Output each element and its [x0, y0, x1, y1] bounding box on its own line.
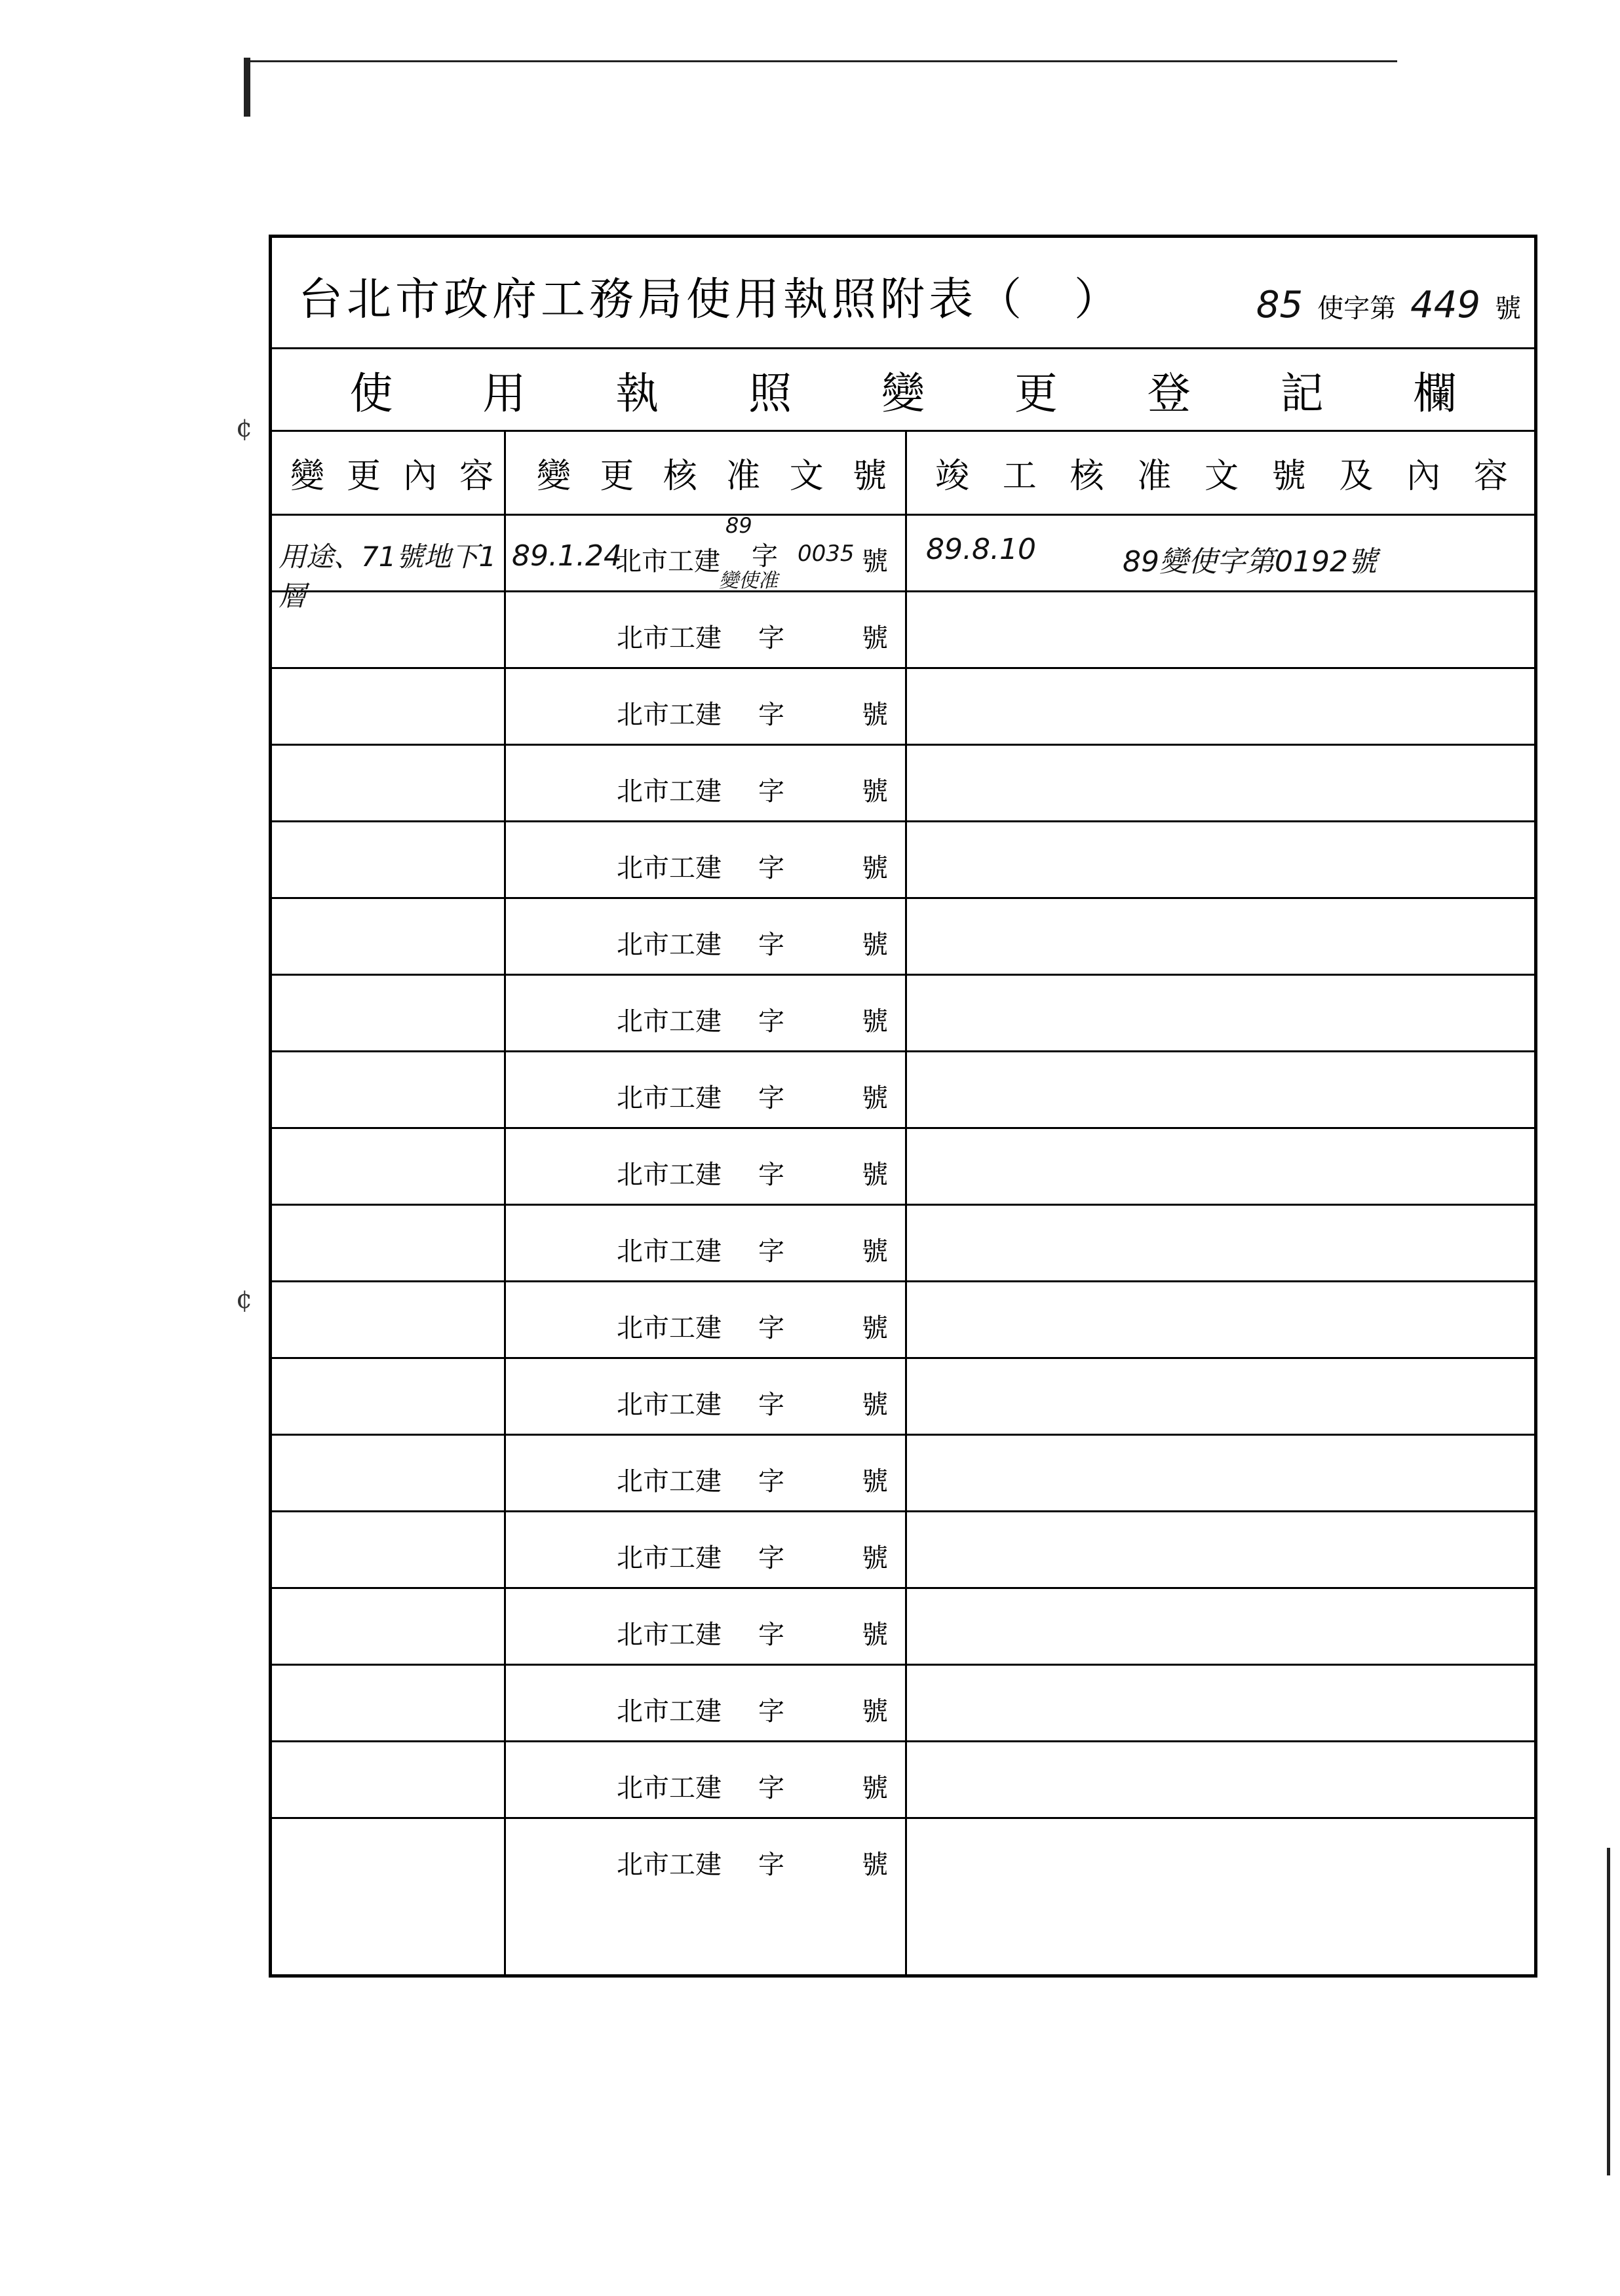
- printed-hao: 號: [862, 776, 888, 807]
- printed-zi: 字: [758, 1773, 784, 1803]
- header-char: 准: [1137, 457, 1172, 496]
- completion-doc-cell: [906, 1359, 1534, 1434]
- change-content-cell: [272, 822, 505, 897]
- usage-permit-appendix-form: [269, 235, 1537, 1978]
- permit-year: 85: [1256, 284, 1303, 326]
- approval-doc-cell: [505, 1282, 906, 1357]
- printed-hao: 號: [862, 1160, 888, 1190]
- printed-zi: 字: [758, 930, 784, 960]
- completion-doc-cell: [906, 1512, 1534, 1587]
- printed-office: 北市工建: [617, 1160, 722, 1190]
- change-content-cell: [272, 1206, 505, 1280]
- approval-doc-cell: [505, 513, 906, 592]
- change-content-cell: [272, 1512, 505, 1587]
- hw-approval-number: 0035: [798, 541, 855, 567]
- approval-doc-cell: [505, 1359, 906, 1434]
- header-char: 更: [600, 457, 634, 496]
- change-content-cell: [272, 592, 505, 667]
- hw-approval-year: 89: [725, 513, 752, 538]
- margin-mark-2: ¢: [236, 1284, 253, 1314]
- section-title-char: 欄: [1413, 368, 1457, 419]
- table-row: [272, 976, 1534, 1052]
- approval-doc-cell: [505, 1052, 906, 1127]
- header-char: 准: [726, 457, 761, 496]
- table-row: [272, 1666, 1534, 1742]
- printed-hao: 號: [862, 1543, 888, 1573]
- approval-doc-cell: [505, 746, 906, 820]
- printed-office: 北市工建: [617, 1850, 722, 1880]
- approval-doc-cell: [505, 1512, 906, 1587]
- printed-hao: 號: [862, 853, 888, 883]
- approval-doc-cell: [505, 976, 906, 1050]
- completion-doc-cell: [906, 1589, 1534, 1664]
- header-char: 容: [1473, 457, 1508, 496]
- printed-office: 北市工建: [617, 1313, 722, 1343]
- table-row: [272, 1589, 1534, 1666]
- approval-doc-cell: [505, 822, 906, 897]
- table-row: [272, 899, 1534, 976]
- change-content-cell: [272, 1052, 505, 1127]
- header-approval-doc-no: [505, 432, 906, 514]
- hw-approval-sub: 變使准: [719, 569, 778, 592]
- completion-doc-cell: [906, 592, 1534, 667]
- change-content-cell: [272, 669, 505, 744]
- table-row: [272, 1206, 1534, 1282]
- table-row: [272, 1512, 1534, 1589]
- approval-doc-cell: [505, 669, 906, 744]
- completion-doc-cell: [906, 1282, 1534, 1357]
- table-row: [272, 1819, 1534, 1896]
- change-content-cell: [272, 516, 505, 612]
- header-char: 容: [459, 457, 493, 496]
- printed-hao: 號: [862, 1236, 888, 1267]
- hw-approval-date: 89.1.24: [512, 539, 622, 573]
- section-title-char: 照: [748, 368, 792, 419]
- completion-doc-cell: [906, 1666, 1534, 1740]
- section-title-change-register: [272, 349, 1534, 432]
- table-row: [272, 746, 1534, 822]
- printed-office: 北市工建: [617, 776, 722, 807]
- printed-office: 北市工建: [617, 1620, 722, 1650]
- printed-hao: 號: [862, 1696, 888, 1727]
- change-content-cell: [272, 746, 505, 820]
- margin-mark-1: ¢: [236, 413, 253, 443]
- printed-hao: 號: [862, 546, 888, 577]
- scan-left-notch: [244, 58, 250, 117]
- column-header-row: [272, 432, 1534, 516]
- printed-zi: 字: [752, 541, 778, 571]
- printed-zi: 字: [758, 1850, 784, 1880]
- header-char: 及: [1339, 457, 1374, 496]
- printed-office: 北市工建: [617, 1083, 722, 1113]
- approval-doc-cell: [505, 1589, 906, 1664]
- header-char: 文: [789, 457, 824, 496]
- printed-office: 北市工建: [617, 700, 722, 730]
- printed-office: 北市工建: [617, 1390, 722, 1420]
- printed-zi: 字: [758, 1620, 784, 1650]
- form-title-row: [272, 238, 1534, 349]
- printed-office: 北市工建: [615, 546, 720, 577]
- change-content-cell: [272, 899, 505, 974]
- change-content-cell: [272, 1359, 505, 1434]
- approval-doc-cell: [505, 1666, 906, 1740]
- printed-zi: 字: [758, 1466, 784, 1497]
- header-char: 更: [346, 457, 381, 496]
- hw-completion-ref: 89變使字第0192號: [1123, 545, 1377, 579]
- approval-doc-cell: [505, 1819, 906, 1896]
- printed-zi: 字: [758, 1313, 784, 1343]
- section-title-char: 登: [1147, 368, 1191, 419]
- printed-office: 北市工建: [617, 853, 722, 883]
- printed-zi: 字: [758, 1390, 784, 1420]
- approval-doc-cell: [505, 1129, 906, 1204]
- printed-hao: 號: [862, 1850, 888, 1880]
- approval-doc-cell: [505, 1206, 906, 1280]
- change-content-cell: [272, 1129, 505, 1204]
- approval-doc-cell: [505, 899, 906, 974]
- header-completion-doc: [906, 432, 1534, 514]
- header-char: 工: [1002, 457, 1037, 496]
- approval-doc-cell: [505, 1436, 906, 1510]
- printed-zi: 字: [758, 1236, 784, 1267]
- printed-zi: 字: [758, 700, 784, 730]
- change-content-cell: [272, 1742, 505, 1817]
- table-row: [272, 1742, 1534, 1819]
- printed-hao: 號: [862, 1620, 888, 1650]
- printed-hao: 號: [862, 1083, 888, 1113]
- completion-doc-cell: [906, 1052, 1534, 1127]
- hw-completion-date: 89.8.10: [926, 533, 1036, 566]
- printed-office: 北市工建: [617, 1006, 722, 1037]
- approval-doc-cell: [505, 592, 906, 667]
- change-content-cell: [272, 1819, 505, 1896]
- permit-suffix: 號: [1495, 294, 1521, 324]
- printed-hao: 號: [862, 1390, 888, 1420]
- change-content-cell: [272, 1666, 505, 1740]
- permit-reference: [1256, 284, 1521, 326]
- printed-zi: 字: [758, 853, 784, 883]
- printed-zi: 字: [758, 1696, 784, 1727]
- printed-office: 北市工建: [617, 1696, 722, 1727]
- completion-doc-cell: [906, 669, 1534, 744]
- header-change-content: [272, 432, 505, 514]
- permit-prefix: 使字第: [1317, 294, 1397, 324]
- printed-office: 北市工建: [617, 1236, 722, 1267]
- completion-doc-cell: [906, 1742, 1534, 1817]
- printed-hao: 號: [862, 930, 888, 960]
- change-content-cell: [272, 1589, 505, 1664]
- completion-doc-cell: [906, 976, 1534, 1050]
- header-char: 核: [663, 457, 697, 496]
- permit-number: 449: [1410, 284, 1480, 326]
- section-title-char: 執: [615, 368, 659, 419]
- printed-hao: 號: [862, 700, 888, 730]
- form-title: 台北市政府工務局使用執照附表（ ）: [298, 274, 1123, 326]
- table-row: [272, 592, 1534, 669]
- completion-doc-cell: [906, 822, 1534, 897]
- header-char: 內: [1406, 457, 1441, 496]
- change-content-cell: [272, 1282, 505, 1357]
- printed-zi: 字: [758, 1543, 784, 1573]
- table-row: [272, 513, 1534, 612]
- header-char: 變: [290, 457, 325, 496]
- printed-office: 北市工建: [617, 1773, 722, 1803]
- printed-hao: 號: [862, 1006, 888, 1037]
- header-char: 號: [1271, 457, 1306, 496]
- header-char: 竣: [935, 457, 970, 496]
- header-char: 核: [1070, 457, 1104, 496]
- printed-office: 北市工建: [617, 930, 722, 960]
- change-content-cell: [272, 1436, 505, 1510]
- printed-hao: 號: [862, 623, 888, 653]
- table-row: [272, 1129, 1534, 1206]
- completion-doc-cell: [906, 516, 1534, 590]
- register-rows: [272, 513, 1534, 1896]
- hw-change-content: 用途、71號地下1層: [279, 541, 497, 612]
- completion-doc-cell: [906, 1129, 1534, 1204]
- approval-doc-cell: [505, 1742, 906, 1817]
- table-row: [272, 1359, 1534, 1436]
- printed-hao: 號: [862, 1313, 888, 1343]
- change-content-cell: [272, 976, 505, 1050]
- section-title-char: 記: [1280, 368, 1324, 419]
- table-row: [272, 822, 1534, 899]
- completion-doc-cell: [906, 746, 1534, 820]
- completion-doc-cell: [906, 1206, 1534, 1280]
- table-row: [272, 669, 1534, 746]
- header-char: 文: [1204, 457, 1239, 496]
- printed-office: 北市工建: [617, 623, 722, 653]
- header-char: 變: [537, 457, 571, 496]
- table-row: [272, 1282, 1534, 1359]
- completion-doc-cell: [906, 1436, 1534, 1510]
- section-title-char: 變: [881, 368, 925, 419]
- scan-top-rule: [244, 60, 1397, 62]
- section-title-char: 用: [482, 368, 526, 419]
- printed-office: 北市工建: [617, 1466, 722, 1497]
- completion-doc-cell: [906, 1819, 1534, 1896]
- table-row: [272, 1052, 1534, 1129]
- printed-zi: 字: [758, 776, 784, 807]
- header-char: 內: [402, 457, 437, 496]
- scan-right-edge: [1607, 1848, 1610, 2175]
- printed-zi: 字: [758, 1006, 784, 1037]
- printed-zi: 字: [758, 1083, 784, 1113]
- section-title-char: 更: [1014, 368, 1058, 419]
- printed-zi: 字: [758, 1160, 784, 1190]
- table-row: [272, 1436, 1534, 1512]
- printed-office: 北市工建: [617, 1543, 722, 1573]
- header-char: 號: [852, 457, 887, 496]
- printed-hao: 號: [862, 1466, 888, 1497]
- printed-hao: 號: [862, 1773, 888, 1803]
- section-title-char: 使: [349, 368, 393, 419]
- completion-doc-cell: [906, 899, 1534, 974]
- printed-zi: 字: [758, 623, 784, 653]
